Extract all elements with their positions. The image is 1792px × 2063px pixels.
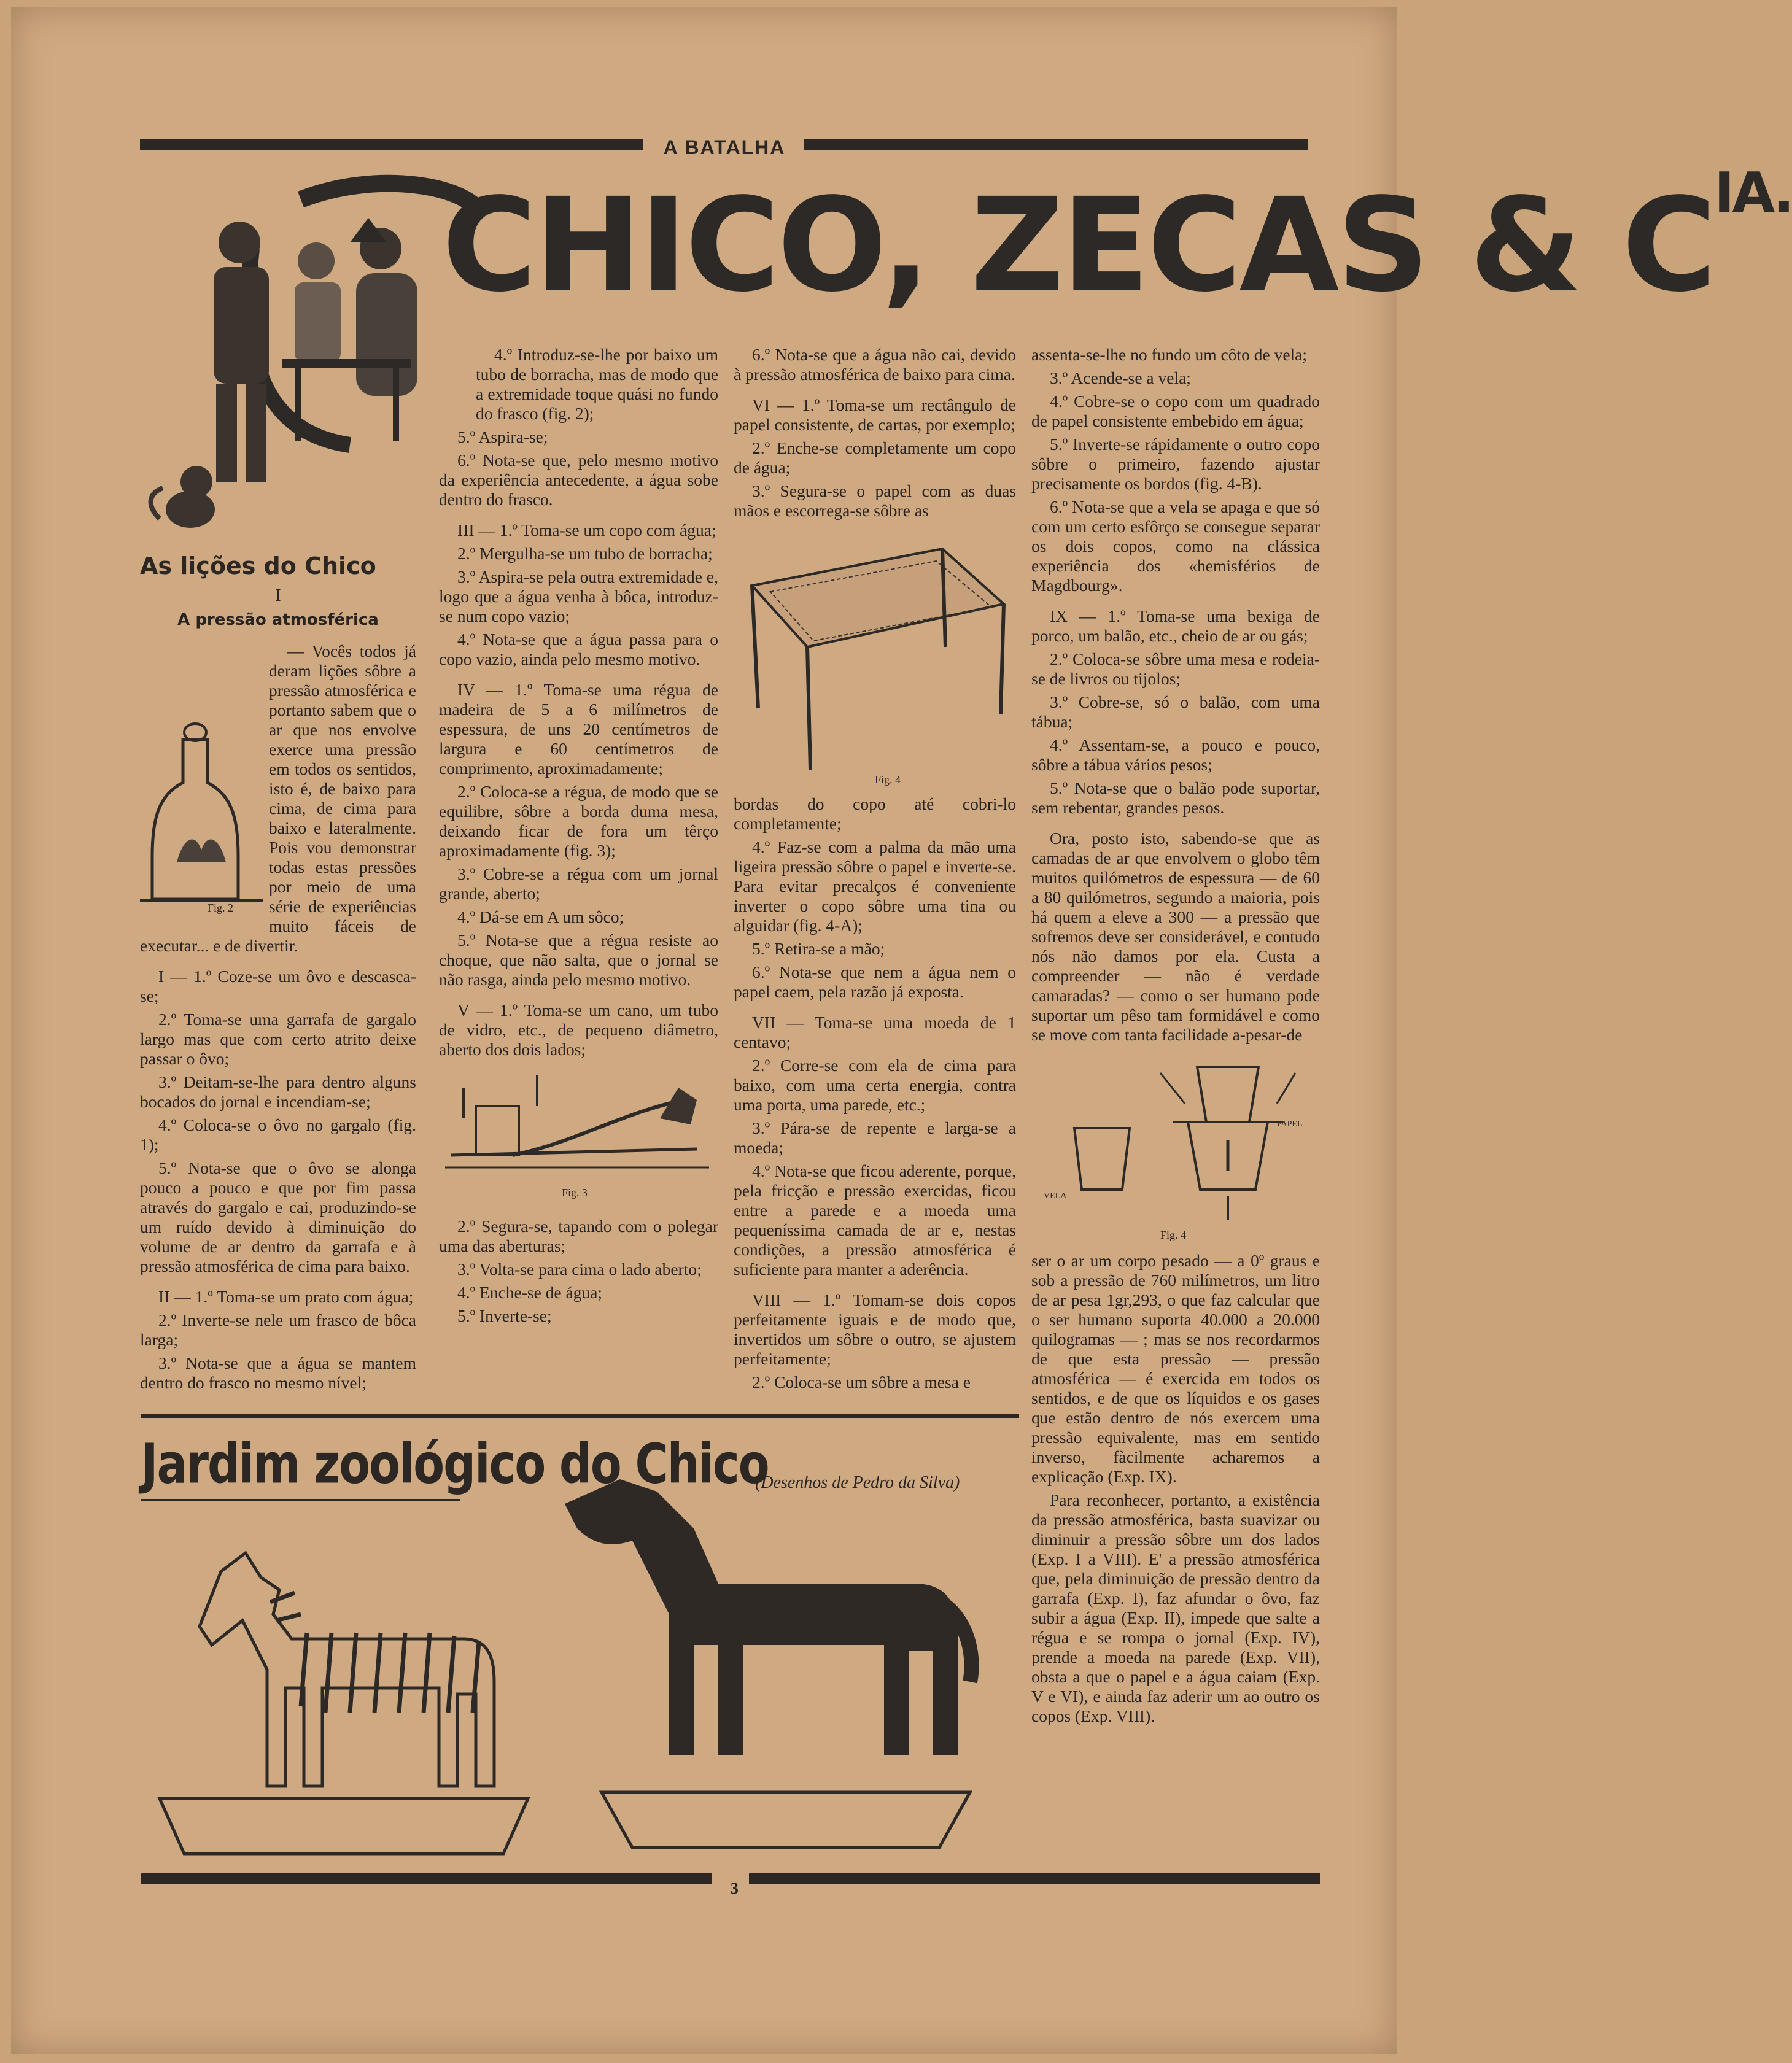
text-paragraph: 2.º Coloca-se sôbre uma mesa e rodeia-se de livros ou tijolos;: [1031, 649, 1320, 688]
text-paragraph: 6.º Nota-se que a água não cai, devido à pressão atmosférica de baixo para cima.: [734, 345, 1016, 384]
text-paragraph: 4.º Cobre-se o copo com um quadrado de papel consistente embebido em água;: [1031, 392, 1320, 430]
zoo-title-underline: [141, 1499, 460, 1501]
text-paragraph: VI — 1.º Toma-se um rectângulo de papel consistente, de cartas, por exemplo;: [734, 395, 1016, 434]
text-paragraph: 5.º Nota-se que o ôvo se alonga pouco a pouco e que por fim passa através do gargalo e cai, produzindo-se um ruído devido à diminuição do volume de ar dentro da garrafa e à pressão atmosférica de cima para baixo.: [140, 1158, 416, 1275]
text-paragraph: 2.º Mergulha-se um tubo de borracha;: [457, 544, 713, 563]
tube-figure-wrap: [439, 1063, 718, 1217]
text-paragraph: ser o ar um corpo pesado — a 0º graus e sob a pressão de 760 milímetros, um litro de ar pesa 1gr,293, o que faz calcular que o ser humano suporta 40.000 a 20.000 quilogramas — ; mas se nos recordarmos de que esta pressão — pressão atmosférica — é exercida em todos os sentidos, e de que os líquidos e os gases que estão dentro de nós exercem uma pressão equivalente, mas em sentido inverso, fàcilmente acharemos a explicação (Exp. IX).: [1031, 1251, 1320, 1486]
section-title: As lições do Chico: [140, 552, 376, 579]
column-1: [140, 641, 416, 1396]
text-paragraph: III — 1.º Toma-se um copo com água;: [457, 521, 716, 540]
text-paragraph: VIII — 1.º Tomam-se dois copos perfeitamente iguais e de modo que, invertidos um sôbre o outro, se ajustem perfeitamente;: [734, 1290, 1016, 1368]
text-paragraph: 5.º Nota-se que o balão pode suportar, sem rebentar, grandes pesos.: [1031, 778, 1320, 817]
fig2-label: Fig. 2: [208, 902, 234, 914]
zoo-title: Jardim zoológico do Chico: [141, 1433, 769, 1496]
text-paragraph: 5.º Aspira-se;: [457, 427, 548, 446]
main-headline: CHICO, ZECAS & $C^{IA.}$: [442, 161, 1792, 320]
text-paragraph: 2.º Toma-se uma garrafa de gargalo largo mas que com certo atrito deixe passar o ôvo;: [140, 1010, 416, 1068]
masthead: A BATALHA: [663, 136, 786, 158]
text-paragraph: 4.º Enche-se de água;: [457, 1283, 603, 1302]
column-3: [734, 345, 1016, 1396]
text-paragraph: assenta-se-lhe no fundo um côto de vela;: [1031, 345, 1308, 364]
text-paragraph: 5.º Retira-se a mão;: [752, 939, 885, 958]
fig4b-label: Fig. 4: [1160, 1229, 1187, 1241]
text-paragraph: 3.º Pára-se de repente e larga-se a moeda;: [734, 1118, 1016, 1157]
text-paragraph: 3.º Acende-se a vela;: [1050, 368, 1191, 387]
text-paragraph: 4.º Faz-se com a palma da mão uma ligeira pressão sôbre o papel e inverte-se. Para evitar precalços é conveniente inverter o copo sôbre uma tina ou alguidar (fig. 4-A);: [734, 837, 1016, 935]
text-paragraph: I — 1.º Coze-se um ôvo e descasca-se;: [140, 967, 416, 1005]
section-divider: [141, 1414, 1019, 1418]
text-paragraph: 3.º Nota-se que a água se mantem dentro do frasco no mesmo nível;: [140, 1353, 416, 1392]
text-paragraph: 2.º Corre-se com ela de cima para baixo, com uma certa energia, contra uma porta, uma parede, etc.;: [734, 1056, 1016, 1114]
text-paragraph: 5.º Inverte-se;: [457, 1306, 552, 1325]
zoo-credit: (Desenhos de Pedro da Silva): [755, 1473, 960, 1492]
text-paragraph: Ora, posto isto, sabendo-se que as camadas de ar que envolvem o globo têm muitos quilómetros de espessura — de 60 a 80 quilómetros, segundo a maioria, pois há quem a eleve a 300 — a pressão que sofremos deve ser considerável, e contudo nós não damos por ela. Custa a compreender — não é verdade camaradas? — como o ser humano pode suportar um pêso tam formidável e como se move com tanta facilidade a-pesar-de: [1031, 829, 1320, 1044]
glasses-figure: [1031, 1048, 1320, 1233]
masthead-rule-left: [140, 139, 643, 150]
text-paragraph: 4.º Nota-se que ficou aderente, porque, pela fricção e pressão exercidas, ficou entre a parede e a moeda uma pequeníssima camada de ar e, nestas condições, a pressão atmosférica é suficiente para manter a aderência.: [734, 1161, 1016, 1279]
fig3-label: Fig. 3: [562, 1186, 588, 1199]
text-paragraph: IX — 1.º Toma-se uma bexiga de porco, um balão, etc., cheio de ar ou gás;: [1031, 606, 1320, 645]
label-vela: VELA: [1044, 1191, 1067, 1201]
fig4-label: Fig. 4: [875, 773, 901, 786]
text-paragraph: 6.º Nota-se que, pelo mesmo motivo da experiência antecedente, a água sobe dentro do frasco.: [439, 451, 718, 509]
footer-rule-left: [141, 1873, 712, 1884]
bottle-figure: [140, 721, 263, 912]
text-paragraph: Para reconhecer, portanto, a existência da pressão atmosférica, basta suavizar ou diminuir a pressão sôbre um dos lados (Exp. I a VIII). E' a pressão atmosférica que, pela diminuição de pressão dentro da garrafa (Exp. I), faz afundar o ôvo, faz subir a água (Exp. II), impede que salte a régua e se rompa o jornal (Exp. IV), prende a moeda na parede (Exp. VII), obsta a que o papel e a água caiam (Exp. V e VI), e ainda faz aderir um ao outro os copos (Exp. VIII).: [1031, 1490, 1320, 1725]
page-number: 3: [731, 1879, 739, 1897]
section-number: I: [275, 586, 281, 605]
text-paragraph: 2.º Coloca-se um sôbre a mesa e: [752, 1372, 971, 1391]
text-paragraph: 3.º Cobre-se, só o balão, com uma tábua;: [1031, 692, 1320, 731]
text-paragraph: 2.º Segura-se, tapando com o polegar uma das aberturas;: [439, 1217, 718, 1255]
text-paragraph: 5.º Nota-se que a régua resiste ao choque, que não salta, que o jornal se não rasga, ainda pelo mesmo motivo.: [439, 931, 718, 989]
text-paragraph: 4.º Coloca-se o ôvo no gargalo (fig. 1);: [140, 1115, 416, 1154]
glasses-figure-wrap: [1031, 1048, 1320, 1251]
bottle-figure-wrap: [140, 721, 263, 924]
text-paragraph: 3.º Volta-se para cima o lado aberto;: [457, 1260, 702, 1279]
column-2: [439, 345, 718, 1330]
text-paragraph: 2.º Inverte-se nele um frasco de bôca larga;: [140, 1310, 416, 1349]
text-paragraph: 2.º Enche-se completamente um copo de água;: [734, 438, 1016, 477]
table-figure: [734, 524, 1016, 782]
text-paragraph: 6.º Nota-se que a vela se apaga e que só com um certo esfôrço se consegue separar os dois copos, como na clássica experiência dos «hemisférios de Magdbourg».: [1031, 497, 1320, 595]
text-paragraph: 6.º Nota-se que nem a água nem o papel caem, pela razão já exposta.: [734, 962, 1016, 1001]
masthead-rule-right: [804, 139, 1308, 150]
text-paragraph: 3.º Segura-se o papel com as duas mãos e escorrega-se sôbre as: [734, 481, 1016, 520]
label-papel: PAPEL: [1277, 1120, 1303, 1129]
text-paragraph: 3.º Cobre-se a régua com um jornal grande, aberto;: [439, 864, 718, 903]
text-paragraph: V — 1.º Toma-se um cano, um tubo de vidro, etc., de pequeno diâmetro, aberto dos dois lados;: [439, 1001, 718, 1059]
section-subtitle: A pressão atmosférica: [177, 611, 379, 629]
zebra-illustration: [147, 1535, 540, 1860]
table-figure-wrap: [734, 524, 1016, 794]
text-paragraph: 4.º Introduz-se-lhe por baixo um tubo de borracha, mas de modo que a extremidade toque quási no fundo do frasco (fig. 2);: [476, 345, 718, 423]
text-paragraph: 4.º Nota-se que a água passa para o copo vazio, ainda pelo mesmo motivo.: [439, 630, 718, 668]
text-paragraph: bordas do copo até cobri-lo completamente;: [734, 794, 1016, 833]
text-paragraph: 4.º Assentam-se, a pouco e pouco, sôbre a tábua vários pesos;: [1031, 735, 1320, 774]
text-paragraph: IV — 1.º Toma-se uma régua de madeira de 5 a 6 milímetros de espessura, de uns 20 centímetros de largura e 60 centímetros de comprimento, aproximadamente;: [439, 680, 718, 778]
horse-illustration: [540, 1461, 1013, 1860]
text-paragraph: 5.º Inverte-se rápidamente o outro copo sôbre o primeiro, fazendo ajustar precisamente os bordos (fig. 4-B).: [1031, 435, 1320, 493]
text-paragraph: 3.º Deitam-se-lhe para dentro alguns bocados do jornal e incendiam-se;: [140, 1072, 416, 1111]
column-4: [1031, 345, 1320, 1730]
text-paragraph: — Vocês todos já deram lições sôbre a pressão atmosférica e portanto sabem que o ar que nos envolve exerce uma pressão em todos os sentidos, isto é, de baixo para cima, de cima para baixo e lateralmente. Pois vou demonstrar todas estas pressões por meio de uma série de experiências muito fáceis de executar... e de divertir.: [140, 641, 416, 955]
footer-rule-right: [749, 1873, 1320, 1884]
text-paragraph: II — 1.º Toma-se um prato com água;: [158, 1287, 414, 1306]
text-paragraph: 4.º Dá-se em A um sôco;: [457, 907, 624, 926]
text-paragraph: 3.º Aspira-se pela outra extremidade e, logo que a água venha à bôca, introduz-se num copo vazio;: [439, 567, 718, 625]
text-paragraph: 2.º Coloca-se a régua, de modo que se equilibre, sôbre a borda duma mesa, deixando ficar de fora um têrço aproximadamente (fig. 3);: [439, 782, 718, 860]
text-paragraph: VII — Toma-se uma moeda de 1 centavo;: [734, 1013, 1016, 1051]
